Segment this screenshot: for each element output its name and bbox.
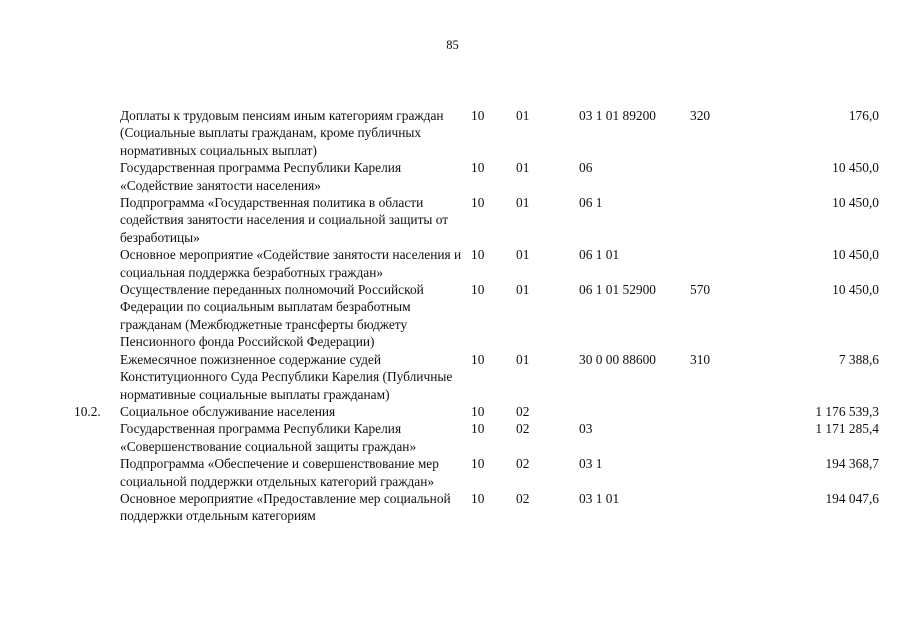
row-name: Основное мероприятие «Предоставление мер социальной поддержки отдельным категориям	[120, 490, 451, 524]
table-row	[74, 420, 879, 455]
row-section: 10	[471, 195, 485, 211]
row-subsection: 01	[516, 160, 530, 176]
row-section: 10	[471, 247, 485, 263]
row-subsection: 01	[516, 351, 530, 367]
row-target-article: 06 1 01 52900	[579, 282, 656, 298]
row-section: 10	[471, 351, 485, 367]
row-name: Основное мероприятие «Содействие занятости населения и социальная поддержка безработных граждан»	[120, 247, 462, 280]
row-number	[74, 420, 120, 455]
row-name: Подпрограмма «Государственная политика в области содействия занятости населения и социальной защиты от безработицы»	[120, 195, 449, 245]
row-target-article	[579, 403, 690, 420]
row-target-article: 30 0 00 88600	[579, 351, 656, 367]
row-subsection: 02	[516, 421, 530, 437]
row-section: 10	[471, 160, 485, 176]
table-row	[74, 194, 879, 246]
row-number: 10.2.	[74, 403, 101, 419]
row-subsection: 02	[516, 403, 530, 419]
row-name: Осуществление переданных полномочий Российской Федерации по социальным выплатам безработным гражданам (Межбюджетные трансферты бюджету Пенсионного фонда Российской Федерации)	[120, 282, 424, 350]
row-section: 10	[471, 403, 485, 419]
row-target-article: 06 1	[579, 195, 603, 211]
row-subsection: 02	[516, 456, 530, 472]
row-number	[74, 490, 120, 525]
row-target-article: 03	[579, 421, 593, 437]
row-number	[74, 194, 120, 246]
row-subsection: 02	[516, 490, 530, 506]
row-expense-type	[690, 420, 751, 455]
row-sum: 10 450,0	[832, 160, 879, 176]
row-expense-type	[690, 490, 751, 525]
row-number	[74, 351, 120, 403]
row-name: Государственная программа Республики Карелия «Совершенствование социальной защиты граждан»	[120, 421, 417, 454]
budget-table	[74, 107, 879, 525]
row-target-article: 06	[579, 160, 593, 176]
table-row	[74, 455, 879, 490]
row-number	[74, 107, 120, 159]
row-number	[74, 246, 120, 281]
row-target-article: 03 1 01 89200	[579, 108, 656, 123]
row-sum: 10 450,0	[832, 195, 879, 211]
row-expense-type	[690, 403, 751, 420]
row-name: Доплаты к трудовым пенсиям иным категориям граждан (Социальные выплаты гражданам, кроме публичных нормативных социальных выплат)	[120, 108, 444, 158]
table-row	[74, 159, 879, 194]
row-subsection: 01	[516, 282, 530, 298]
row-expense-type	[690, 159, 751, 194]
row-expense-type	[690, 246, 751, 281]
table-row	[74, 403, 879, 420]
table-row	[74, 490, 879, 525]
row-sum: 1 171 285,4	[815, 421, 879, 437]
row-expense-type	[690, 194, 751, 246]
row-section: 10	[471, 108, 485, 123]
row-number	[74, 455, 120, 490]
row-expense-type	[690, 455, 751, 490]
page-number: 85	[446, 38, 459, 52]
row-sum: 10 450,0	[832, 247, 879, 263]
row-expense-type: 310	[690, 351, 711, 367]
budget-table-body	[74, 107, 879, 525]
row-number	[74, 159, 120, 194]
row-sum: 194 368,7	[825, 456, 879, 472]
row-target-article: 03 1	[579, 456, 603, 472]
row-section: 10	[471, 490, 485, 506]
table-row	[74, 281, 879, 351]
row-sum: 194 047,6	[825, 490, 879, 506]
row-number	[74, 281, 120, 351]
row-target-article: 03 1 01	[579, 490, 620, 506]
row-section: 10	[471, 456, 485, 472]
row-expense-type: 320	[690, 108, 711, 123]
row-sum: 10 450,0	[832, 282, 879, 298]
row-subsection: 01	[516, 108, 530, 123]
row-section: 10	[471, 421, 485, 437]
row-target-article: 06 1 01	[579, 247, 620, 263]
row-subsection: 01	[516, 195, 530, 211]
row-sum: 176,0	[848, 108, 879, 123]
table-row	[74, 246, 879, 281]
table-row	[74, 107, 879, 159]
row-subsection: 01	[516, 247, 530, 263]
row-expense-type: 570	[690, 282, 711, 298]
row-sum: 7 388,6	[838, 351, 879, 367]
row-name: Социальное обслуживание населения	[120, 403, 336, 419]
row-name: Ежемесячное пожизненное содержание судей Конституционного Суда Республики Карелия (Публичные нормативные социальные выплаты гражданам)	[120, 351, 453, 402]
row-sum: 1 176 539,3	[815, 403, 879, 419]
row-name: Государственная программа Республики Карелия «Содействие занятости населения»	[120, 160, 402, 193]
row-section: 10	[471, 282, 485, 298]
row-name: Подпрограмма «Обеспечение и совершенствование мер социальной поддержки отдельных категорий граждан»	[120, 456, 439, 489]
table-row	[74, 351, 879, 403]
